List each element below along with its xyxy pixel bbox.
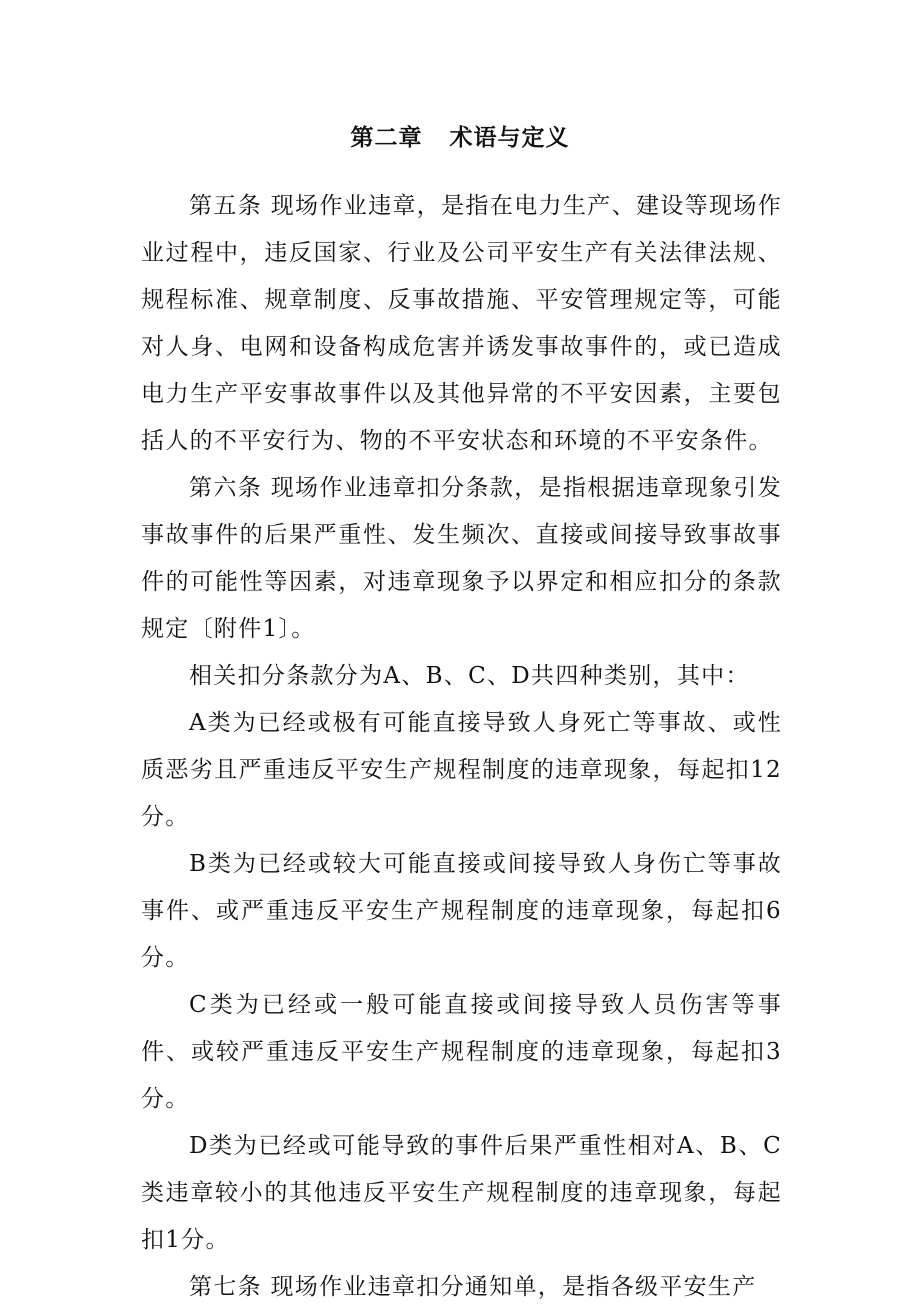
paragraph-article-7: 第七条 现场作业违章扣分通知单，是指各级平安生产: [189, 1274, 757, 1300]
paragraph-categories-intro: 相关扣分条款分为A、B、C、D共四种类别，其中：: [189, 663, 750, 689]
document-body: [141, 183, 782, 1311]
paragraph-category-d: D类为已经或可能导致的事件后果严重性相对A、B、C类违章较小的其他违反平安生产规程制度的违章现象，每起扣1分。: [141, 1133, 782, 1253]
paragraph-category-c: C类为已经或一般可能直接或间接导致人员伤害等事件、或较严重违反平安生产规程制度的违章现象，每起扣3分。: [141, 992, 782, 1112]
paragraph-category-b: B类为已经或较大可能直接或间接导致人身伤亡等事故事件、或严重违反平安生产规程制度的违章现象，每起扣6分。: [141, 851, 782, 971]
chapter-title: 第二章 术语与定义: [350, 124, 570, 151]
paragraph-article-6: 第六条 现场作业违章扣分条款，是指根据违章现象引发事故事件的后果严重性、发生频次、直接或间接导致事故事件的可能性等因素，对违章现象予以界定和相应扣分的条款规定〔附件1〕。: [141, 475, 782, 642]
paragraph-category-a: A类为已经或极有可能直接导致人身死亡等事故、或性质恶劣且严重违反平安生产规程制度的违章现象，每起扣12分。: [141, 710, 782, 830]
paragraph-article-5: 第五条 现场作业违章，是指在电力生产、建设等现场作业过程中，违反国家、行业及公司平安生产有关法律法规、规程标准、规章制度、反事故措施、平安管理规定等，可能对人身、电网和设备构成危害并诱发事故事件的，或已造成电力生产平安事故事件以及其他异常的不平安因素，主要包括人的不平安行为、物的不平安状态和环境的不平安条件。: [141, 193, 782, 454]
